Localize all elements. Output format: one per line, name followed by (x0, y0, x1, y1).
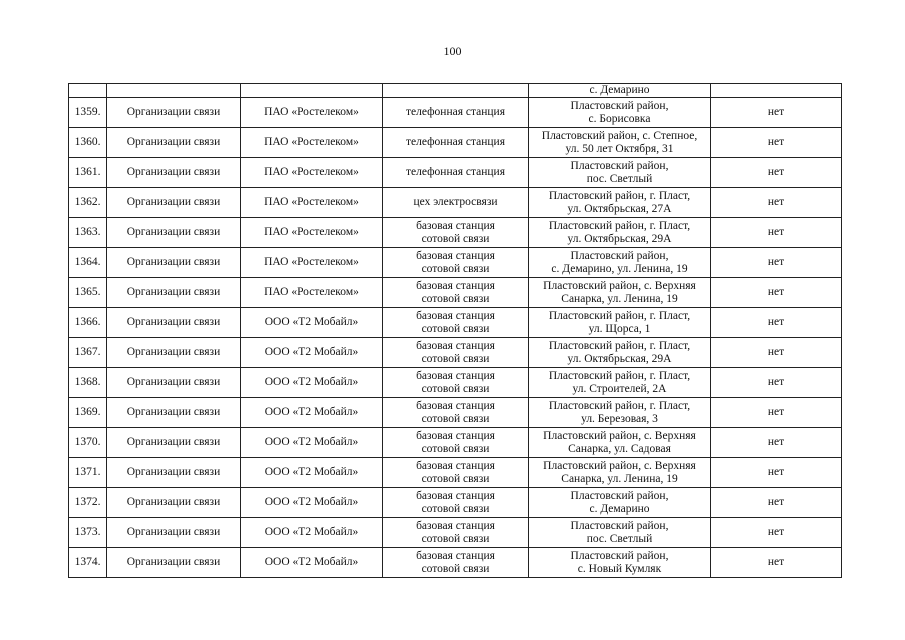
cell-category: Организации связи (107, 278, 241, 308)
cell-owner: ПАО «Ростелеком» (241, 278, 383, 308)
cell-object-line: сотовой связи (421, 502, 490, 515)
cell-address (529, 98, 711, 128)
cell-address (529, 128, 711, 158)
cell-number: 1363. (69, 218, 107, 248)
cell-category: Организации связи (107, 518, 241, 548)
cell-address-line: Пластовский район, с. Степное, (541, 129, 698, 142)
cell-address (529, 158, 711, 188)
cell-address-line: Пластовский район, (570, 549, 669, 562)
cell-object-line: базовая станция (416, 339, 495, 352)
cell-owner: ООО «Т2 Мобайл» (241, 548, 383, 578)
cell-number: 1371. (69, 458, 107, 488)
cell-object-line: телефонная станция (405, 166, 506, 178)
cell-object-line: базовая станция (416, 489, 495, 502)
cell-number: 1373. (69, 518, 107, 548)
page-number: 100 (443, 44, 462, 58)
table-row (69, 128, 842, 158)
cell-object (383, 308, 529, 338)
cell-address-line: Пластовский район, с. Верхняя (543, 459, 696, 472)
cell-object (383, 338, 529, 368)
cell-object (383, 278, 529, 308)
cell-object-line: сотовой связи (421, 472, 490, 485)
cell-number: 1364. (69, 248, 107, 278)
cell-address-line: ул. Щорса, 1 (588, 322, 651, 335)
cell-object (383, 518, 529, 548)
cell-object-line: базовая станция (416, 459, 495, 472)
cell-address-line: Пластовский район, с. Верхняя (543, 279, 696, 292)
cell-owner: ООО «Т2 Мобайл» (241, 458, 383, 488)
cell-address-line: Пластовский район, г. Пласт, (548, 189, 691, 202)
cell-status: нет (711, 218, 842, 248)
cell-address (529, 548, 711, 578)
cell-status: нет (711, 278, 842, 308)
cell-object-line: базовая станция (416, 429, 495, 442)
cell-number: 1359. (69, 98, 107, 128)
cell-status: нет (711, 248, 842, 278)
cell-object (383, 98, 529, 128)
cell-owner: ПАО «Ростелеком» (241, 128, 383, 158)
cell-number: 1372. (69, 488, 107, 518)
cell-owner: ООО «Т2 Мобайл» (241, 518, 383, 548)
table-row (69, 98, 842, 128)
cell-number: 1368. (69, 368, 107, 398)
cell-object-line: базовая станция (416, 519, 495, 532)
table-row (69, 218, 842, 248)
cell-address-line: с. Демарино (589, 502, 650, 515)
cell-address-line: Пластовский район, с. Верхняя (543, 429, 696, 442)
cell-object (383, 428, 529, 458)
cell-address-line: Пластовский район, (570, 99, 669, 112)
cell-address (529, 188, 711, 218)
table-row (69, 488, 842, 518)
cell-owner: ООО «Т2 Мобайл» (241, 398, 383, 428)
cell-address-line: Пластовский район, г. Пласт, (548, 309, 691, 322)
cell-number: 1361. (69, 158, 107, 188)
cell-status: нет (711, 368, 842, 398)
cell-owner: ООО «Т2 Мобайл» (241, 368, 383, 398)
table-row (69, 338, 842, 368)
cell-address (529, 368, 711, 398)
cell-status: нет (711, 488, 842, 518)
cell-owner: ООО «Т2 Мобайл» (241, 338, 383, 368)
table-row (69, 188, 842, 218)
cell-status: нет (711, 398, 842, 428)
cell-address-line: с. Демарино, ул. Ленина, 19 (551, 262, 688, 275)
cell-address (529, 518, 711, 548)
cell-object (383, 158, 529, 188)
cell-address-line: ул. Березовая, 3 (581, 412, 658, 425)
cell-address-line: Пластовский район, (570, 249, 669, 262)
cell-address-line: ул. Октябрьская, 29А (567, 232, 672, 245)
cell-address-line: Пластовский район, (570, 519, 669, 532)
cell-object-line: базовая станция (416, 279, 495, 292)
cell-category: Организации связи (107, 98, 241, 128)
cell-object-line: сотовой связи (421, 262, 490, 275)
cell-object (383, 248, 529, 278)
cell-object (383, 218, 529, 248)
cell-status: нет (711, 518, 842, 548)
cell-address (529, 428, 711, 458)
cell-number (69, 84, 107, 98)
cell-owner: ПАО «Ростелеком» (241, 218, 383, 248)
cell-category: Организации связи (107, 158, 241, 188)
cell-category: Организации связи (107, 398, 241, 428)
cell-address-line: с. Новый Кумляк (577, 562, 662, 575)
cell-category: Организации связи (107, 218, 241, 248)
cell-object-line: сотовой связи (421, 322, 490, 335)
cell-status: нет (711, 308, 842, 338)
cell-object (383, 368, 529, 398)
cell-object-line: базовая станция (416, 219, 495, 232)
cell-status: нет (711, 338, 842, 368)
table-row (69, 248, 842, 278)
cell-address (529, 488, 711, 518)
cell-category: Организации связи (107, 488, 241, 518)
cell-address-line: Пластовский район, (570, 159, 669, 172)
cell-address-line: Санарка, ул. Ленина, 19 (561, 472, 678, 485)
cell-number: 1366. (69, 308, 107, 338)
cell-address-line: с. Борисовка (588, 112, 651, 125)
cell-category: Организации связи (107, 368, 241, 398)
cell-address (529, 338, 711, 368)
continuation-row (69, 84, 842, 98)
cell-address-line: ул. 50 лет Октября, 31 (565, 142, 674, 155)
cell-category: Организации связи (107, 128, 241, 158)
cell-object-line: сотовой связи (421, 562, 490, 575)
cell-address-line: ул. Октябрьская, 27А (567, 202, 672, 215)
cell-address-line: Пластовский район, г. Пласт, (548, 339, 691, 352)
cell-address-line: Пластовский район, г. Пласт, (548, 399, 691, 412)
cell-category: Организации связи (107, 458, 241, 488)
cell-address-line: пос. Светлый (586, 532, 653, 545)
cell-status: нет (711, 128, 842, 158)
cell-category: Организации связи (107, 548, 241, 578)
cell-status: нет (711, 98, 842, 128)
table-row (69, 518, 842, 548)
cell-object-line: сотовой связи (421, 232, 490, 245)
cell-status: нет (711, 548, 842, 578)
cell-address-line: Пластовский район, (570, 489, 669, 502)
cell-address (529, 458, 711, 488)
cell-address-line: ул. Строителей, 2А (572, 382, 667, 395)
cell-number: 1374. (69, 548, 107, 578)
cell-address (529, 278, 711, 308)
cell-address (529, 218, 711, 248)
cell-status: нет (711, 428, 842, 458)
cell-address-line: Пластовский район, г. Пласт, (548, 219, 691, 232)
cell-object-line: базовая станция (416, 399, 495, 412)
cell-address-line: Санарка, ул. Садовая (568, 442, 671, 455)
table-row (69, 548, 842, 578)
cell-owner: ПАО «Ростелеком» (241, 158, 383, 188)
cell-object-line: базовая станция (416, 549, 495, 562)
cell-category: Организации связи (107, 188, 241, 218)
cell-number: 1362. (69, 188, 107, 218)
cell-owner: ПАО «Ростелеком» (241, 248, 383, 278)
table-row (69, 368, 842, 398)
cell-address-line: пос. Светлый (586, 172, 653, 185)
cell-object-line: сотовой связи (421, 292, 490, 305)
cell-owner: ПАО «Ростелеком» (241, 98, 383, 128)
registry-table-body (69, 84, 842, 578)
cell-object-line: сотовой связи (421, 532, 490, 545)
cell-status: нет (711, 458, 842, 488)
cell-object-line: базовая станция (416, 369, 495, 382)
table-row (69, 158, 842, 188)
cell-address (529, 398, 711, 428)
cell-owner (241, 84, 383, 98)
cell-object-line: сотовой связи (421, 352, 490, 365)
cell-status: нет (711, 188, 842, 218)
cell-number: 1370. (69, 428, 107, 458)
table-row (69, 398, 842, 428)
cell-owner: ООО «Т2 Мобайл» (241, 308, 383, 338)
cell-object (383, 548, 529, 578)
cell-number: 1365. (69, 278, 107, 308)
cell-object-line: телефонная станция (405, 106, 506, 118)
cell-status: нет (711, 158, 842, 188)
table-row (69, 458, 842, 488)
cell-address-line: Санарка, ул. Ленина, 19 (561, 292, 678, 305)
cell-owner: ООО «Т2 Мобайл» (241, 428, 383, 458)
cell-object-line: сотовой связи (421, 442, 490, 455)
cell-object-line: сотовой связи (421, 382, 490, 395)
cell-address-line: Пластовский район, г. Пласт, (548, 369, 691, 382)
cell-address-line: ул. Октябрьская, 29А (567, 352, 672, 365)
cell-object (383, 458, 529, 488)
cell-object (383, 128, 529, 158)
cell-address (529, 308, 711, 338)
table-row (69, 278, 842, 308)
cell-owner: ООО «Т2 Мобайл» (241, 488, 383, 518)
cell-category (107, 84, 241, 98)
cell-object-line: цех электросвязи (413, 196, 498, 208)
table-row (69, 308, 842, 338)
cell-address (529, 248, 711, 278)
cell-object-line: базовая станция (416, 249, 495, 262)
cell-object (383, 398, 529, 428)
cell-number: 1360. (69, 128, 107, 158)
cell-number: 1367. (69, 338, 107, 368)
table-row (69, 428, 842, 458)
cell-object-line: сотовой связи (421, 412, 490, 425)
cell-category: Организации связи (107, 338, 241, 368)
cell-object (383, 488, 529, 518)
cell-number: 1369. (69, 398, 107, 428)
cell-category: Организации связи (107, 308, 241, 338)
cell-object (383, 84, 529, 98)
cell-owner: ПАО «Ростелеком» (241, 188, 383, 218)
cell-status (711, 84, 842, 98)
cell-address: с. Демарино (529, 84, 711, 98)
cell-object (383, 188, 529, 218)
cell-category: Организации связи (107, 248, 241, 278)
cell-object-line: базовая станция (416, 309, 495, 322)
cell-object-line: телефонная станция (405, 136, 506, 148)
cell-category: Организации связи (107, 428, 241, 458)
registry-table (68, 83, 842, 578)
